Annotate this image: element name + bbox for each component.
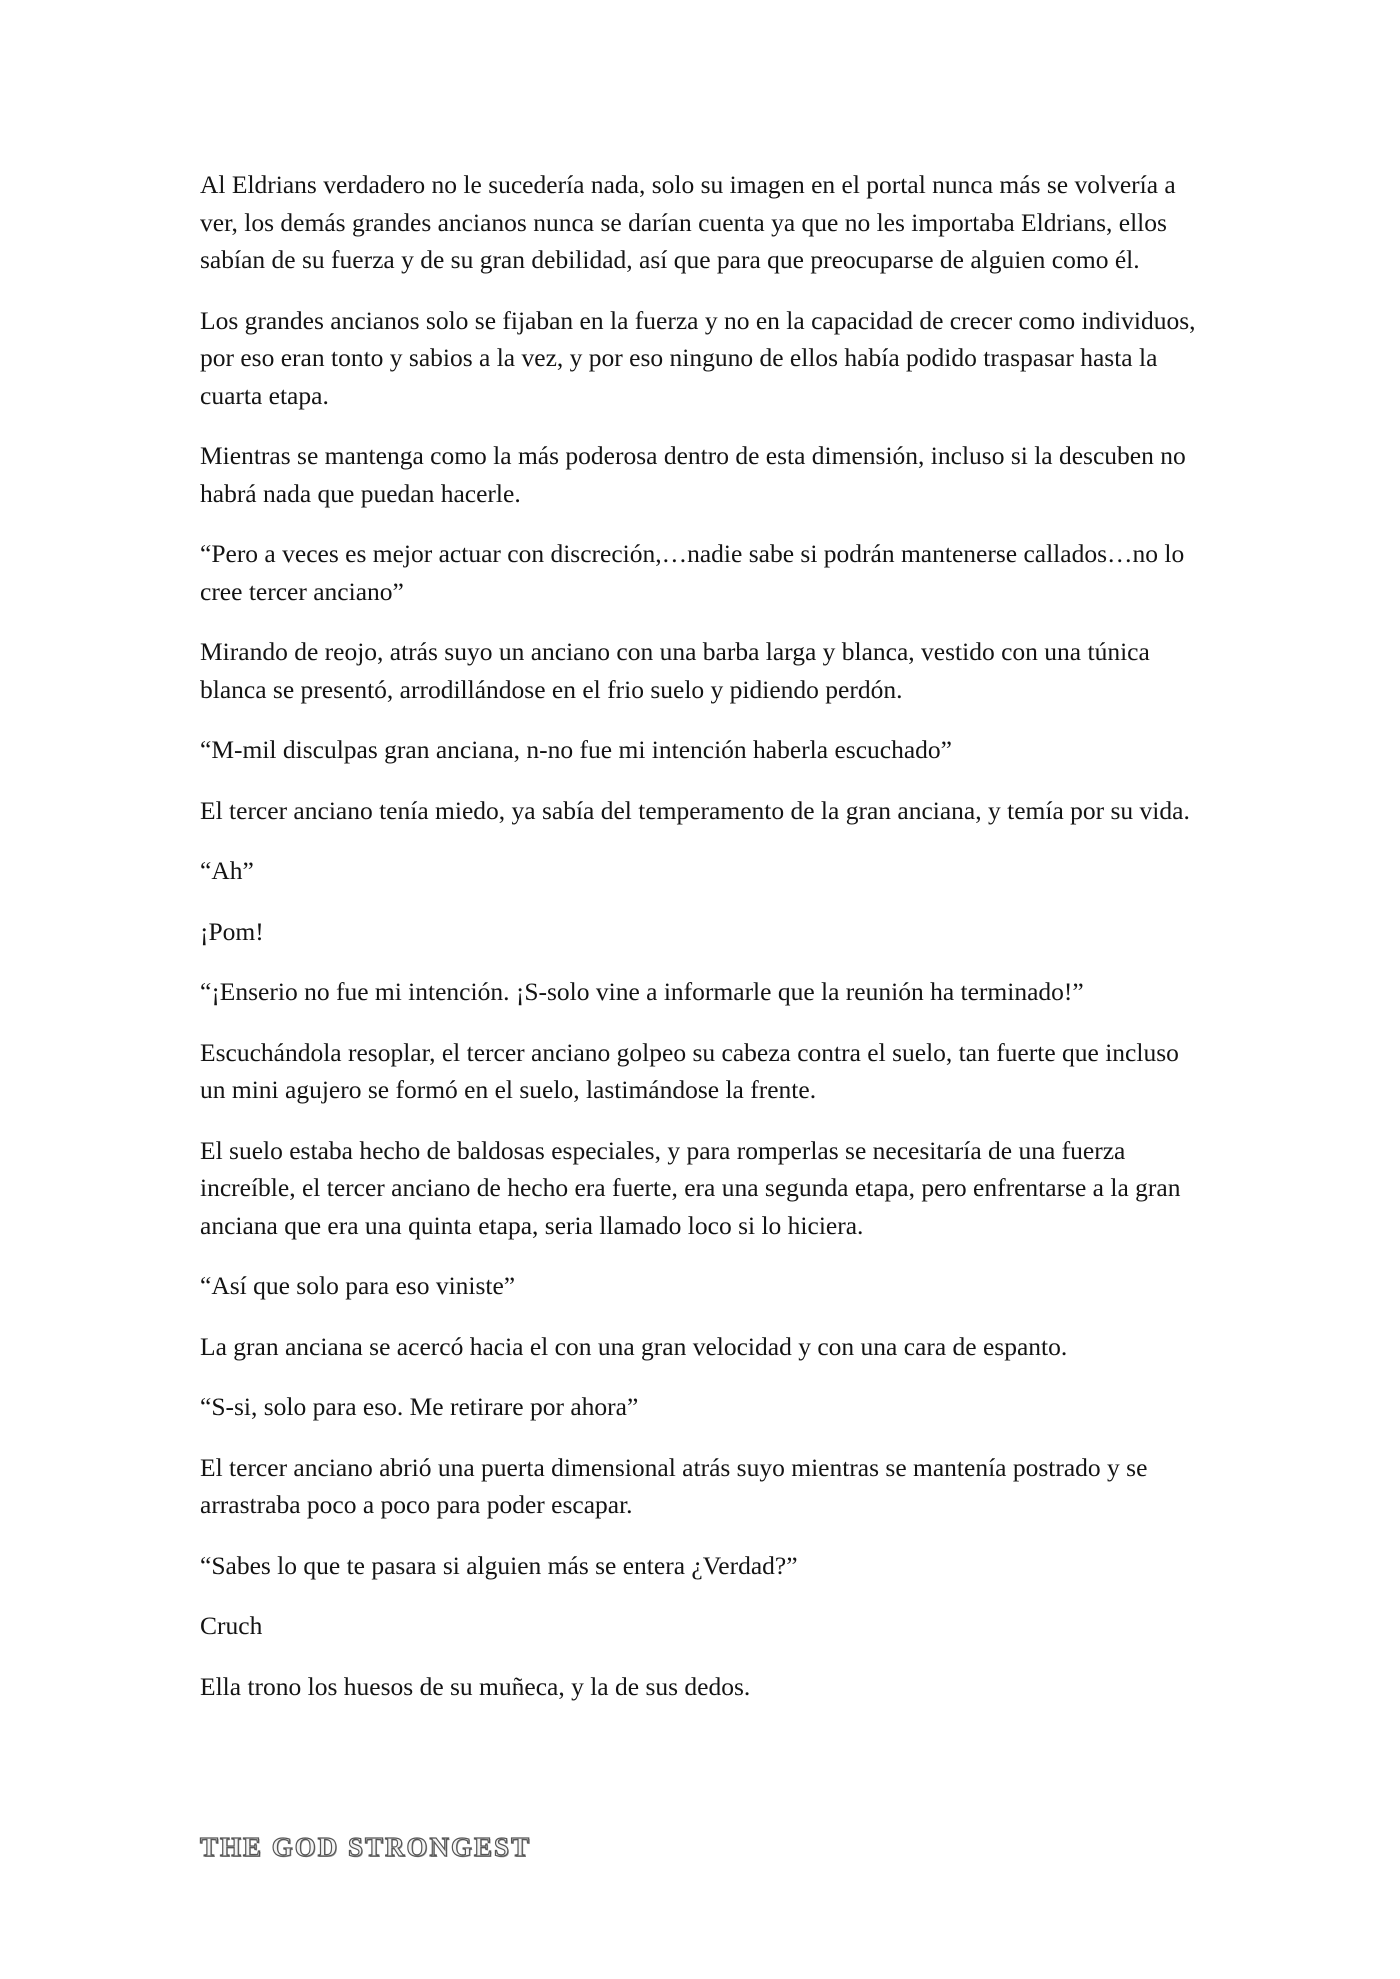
paragraph: Ella trono los huesos de su muñeca, y la de sus dedos. [200, 1671, 751, 1701]
paragraph: ¡Pom! [200, 916, 264, 946]
paragraph: El tercer anciano tenía miedo, ya sabía del temperamento de la gran anciana, y temía por su vida. [200, 795, 1190, 825]
paragraph: Cruch [200, 1611, 263, 1640]
paragraph: La gran anciana se acercó hacia el con una gran velocidad y con una cara de espanto. [200, 1331, 1068, 1361]
footer-title: THE GOD STRONGEST [200, 1832, 532, 1862]
paragraph: “¡Enserio no fue mi intención. ¡S-solo vine a informarle que la reunión ha terminado!” [200, 977, 1084, 1006]
paragraph: Al Eldrians verdadero no le sucedería nada, solo su imagen en el portal nunca más se volvería a ver, los demás grandes ancianos nunca se darían cuenta ya que no les importaba Eldrians, ellos sabían de su fuerza y de su gran debilidad, así que para que preocuparse de alguien como él. [200, 170, 1176, 274]
paragraph: “Ah” [200, 856, 254, 885]
paragraph: “M-mil disculpas gran anciana, n-no fue mi intención haberla escuchado” [200, 735, 952, 764]
paragraph: El suelo estaba hecho de baldosas especiales, y para romperlas se necesitaría de una fuerza increíble, el tercer anciano de hecho era fuerte, era una segunda etapa, pero enfrentarse a la gran anciana que era una quinta etapa, seria llamado loco si lo hiciera. [200, 1135, 1181, 1240]
body-text [200, 166, 1210, 1728]
paragraph: El tercer anciano abrió una puerta dimensional atrás suyo mientras se mantenía postrado y se arrastraba poco a poco para poder escapar. [200, 1452, 1148, 1519]
paragraph: Mientras se mantenga como la más poderosa dentro de esta dimensión, incluso si la descuben no habrá nada que puedan hacerle. [200, 441, 1186, 508]
paragraph: Mirando de reojo, atrás suyo un anciano con una barba larga y blanca, vestido con una túnica blanca se presentó, arrodillándose en el frio suelo y pidiendo perdón. [200, 637, 1150, 704]
paragraph: Los grandes ancianos solo se fijaban en la fuerza y no en la capacidad de crecer como individuos, por eso eran tonto y sabios a la vez, y por eso ninguno de ellos había podido traspasar hasta la cuarta etapa. [200, 305, 1196, 410]
paragraph: “Pero a veces es mejor actuar con discreción,…nadie sabe si podrán mantenerse callados…no lo cree tercer anciano” [200, 539, 1185, 606]
paragraph: “S-si, solo para eso. Me retirare por ahora” [200, 1392, 639, 1421]
paragraph: Escuchándola resoplar, el tercer anciano golpeo su cabeza contra el suelo, tan fuerte que incluso un mini agujero se formó en el suelo, lastimándose la frente. [200, 1037, 1179, 1104]
paragraph: “Así que solo para eso viniste” [200, 1271, 516, 1300]
paragraph: “Sabes lo que te pasara si alguien más se entera ¿Verdad?” [200, 1550, 798, 1580]
